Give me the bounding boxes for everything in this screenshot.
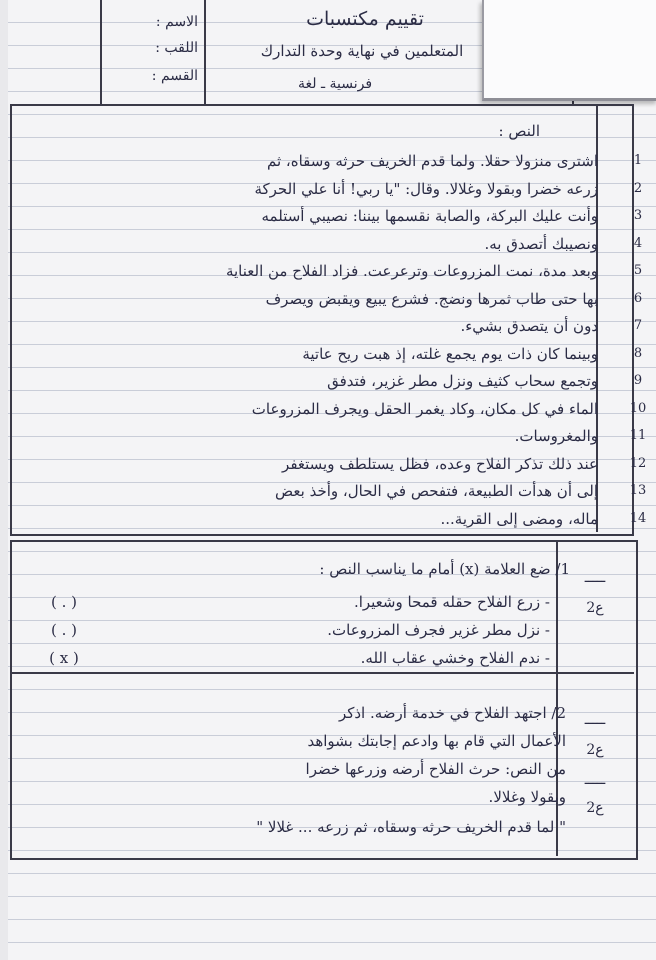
text-line: ماله، ومضى إلى القرية... [440, 510, 598, 528]
question-2-answer: من النص: حرث الفلاح أرضه وزرعها خضرا [305, 760, 566, 778]
line-number: 2 [633, 181, 643, 196]
text-line: وأنت عليك البركة، والصابة نقسمها بيننا: نصيبي أستلمه [261, 207, 598, 225]
line-number: 6 [633, 291, 643, 306]
text-line: وبعد مدة، نمت المزروعات وترعرعت. فزاد الفلاح من العناية [225, 262, 598, 280]
text-line: إلى أن هدأت الطبيعة، فتفحص في الحال، وأخذ بعض [275, 482, 598, 500]
page-subtitle: المتعلمين في نهاية وحدة التدارك [260, 42, 464, 60]
question-2-line: الأعمال التي قام بها وادعم إجابتك بشواهد [307, 732, 566, 750]
question-1-statement: - ندم الفلاح وخشي عقاب الله. [360, 649, 550, 667]
name-label: الاسم : [155, 14, 198, 30]
surname-label: اللقب : [155, 40, 198, 56]
line-number: 4 [633, 236, 643, 251]
score-mark: ـــــ [584, 570, 606, 586]
text-line: عند ذلك تذكر الفلاح وعده، فظل يستلطف ويستغفر [282, 455, 598, 473]
line-number: 11 [629, 428, 647, 443]
question-2-answer: وبقولا وغلالا. [488, 788, 566, 806]
answer-box: ( . ) [50, 593, 77, 611]
question-1-statement: - نزل مطر غزير فجرف المزروعات. [327, 621, 550, 639]
question-2-line: 2/ اجتهد الفلاح في خدمة أرضه. اذكر [338, 704, 566, 722]
score-mark: ـــــ [584, 772, 606, 788]
score-mark: ع2 [586, 742, 604, 758]
line-number: 10 [629, 401, 647, 416]
header-divider [204, 0, 206, 104]
score-mark: ع2 [586, 600, 604, 616]
line-number: 14 [629, 511, 647, 526]
answer-box: ( x ) [49, 649, 79, 667]
question-1-prompt: 1/ ضع العلامة (x) أمام ما يناسب النص : [319, 560, 570, 578]
subject-label: فرنسية ـ لغة [297, 76, 373, 92]
overlapping-paper-corner [482, 0, 656, 101]
questions-separator [12, 672, 634, 674]
line-number: 9 [633, 373, 643, 388]
text-line: بها حتى طاب ثمرها ونضج. فشرع يبيع ويقبض ويصرف [265, 290, 598, 308]
line-number: 7 [633, 318, 643, 333]
line-number: 3 [633, 208, 643, 223]
line-number: 1 [633, 153, 643, 168]
line-number: 12 [629, 456, 647, 471]
text-line: اشترى منزولا حقلا. ولما قدم الخريف حرثه وسقاه، ثم [266, 152, 598, 170]
text-line: دون أن يتصدق بشيء. [460, 317, 598, 335]
text-line: وبينما كان ذات يوم يجمع غلته، إذ هبت ريح عاتية [302, 345, 598, 363]
text-line: والمغروسات. [514, 427, 598, 445]
text-line: ونصيبك أتصدق به. [484, 235, 598, 253]
text-line: زرعه خضرا وبقولا وغلالا. وقال: "يا ربي! أنا علي الحركة [254, 180, 598, 198]
line-number: 5 [633, 263, 643, 278]
line-number: 13 [629, 483, 647, 498]
score-mark: ع2 [586, 800, 604, 816]
page-title: تقييم مكتسبات [306, 8, 424, 30]
question-1-statement: - زرع الفلاح حقله قمحا وشعيرا. [353, 593, 550, 611]
score-mark: ـــــ [584, 712, 606, 728]
text-line: وتجمع سحاب كثيف ونزل مطر غزير، فتدفق [327, 372, 598, 390]
line-number: 8 [633, 346, 643, 361]
text-section-label: النص : [498, 122, 540, 140]
answer-box: ( . ) [50, 621, 77, 639]
class-label: القسم : [151, 68, 198, 84]
question-2-quote: " لما قدم الخريف حرثه وسقاه، ثم زرعه ... غلالا " [256, 818, 566, 836]
text-line: الماء في كل مكان، وكاد يغمر الحقل ويجرف المزروعات [251, 400, 598, 418]
